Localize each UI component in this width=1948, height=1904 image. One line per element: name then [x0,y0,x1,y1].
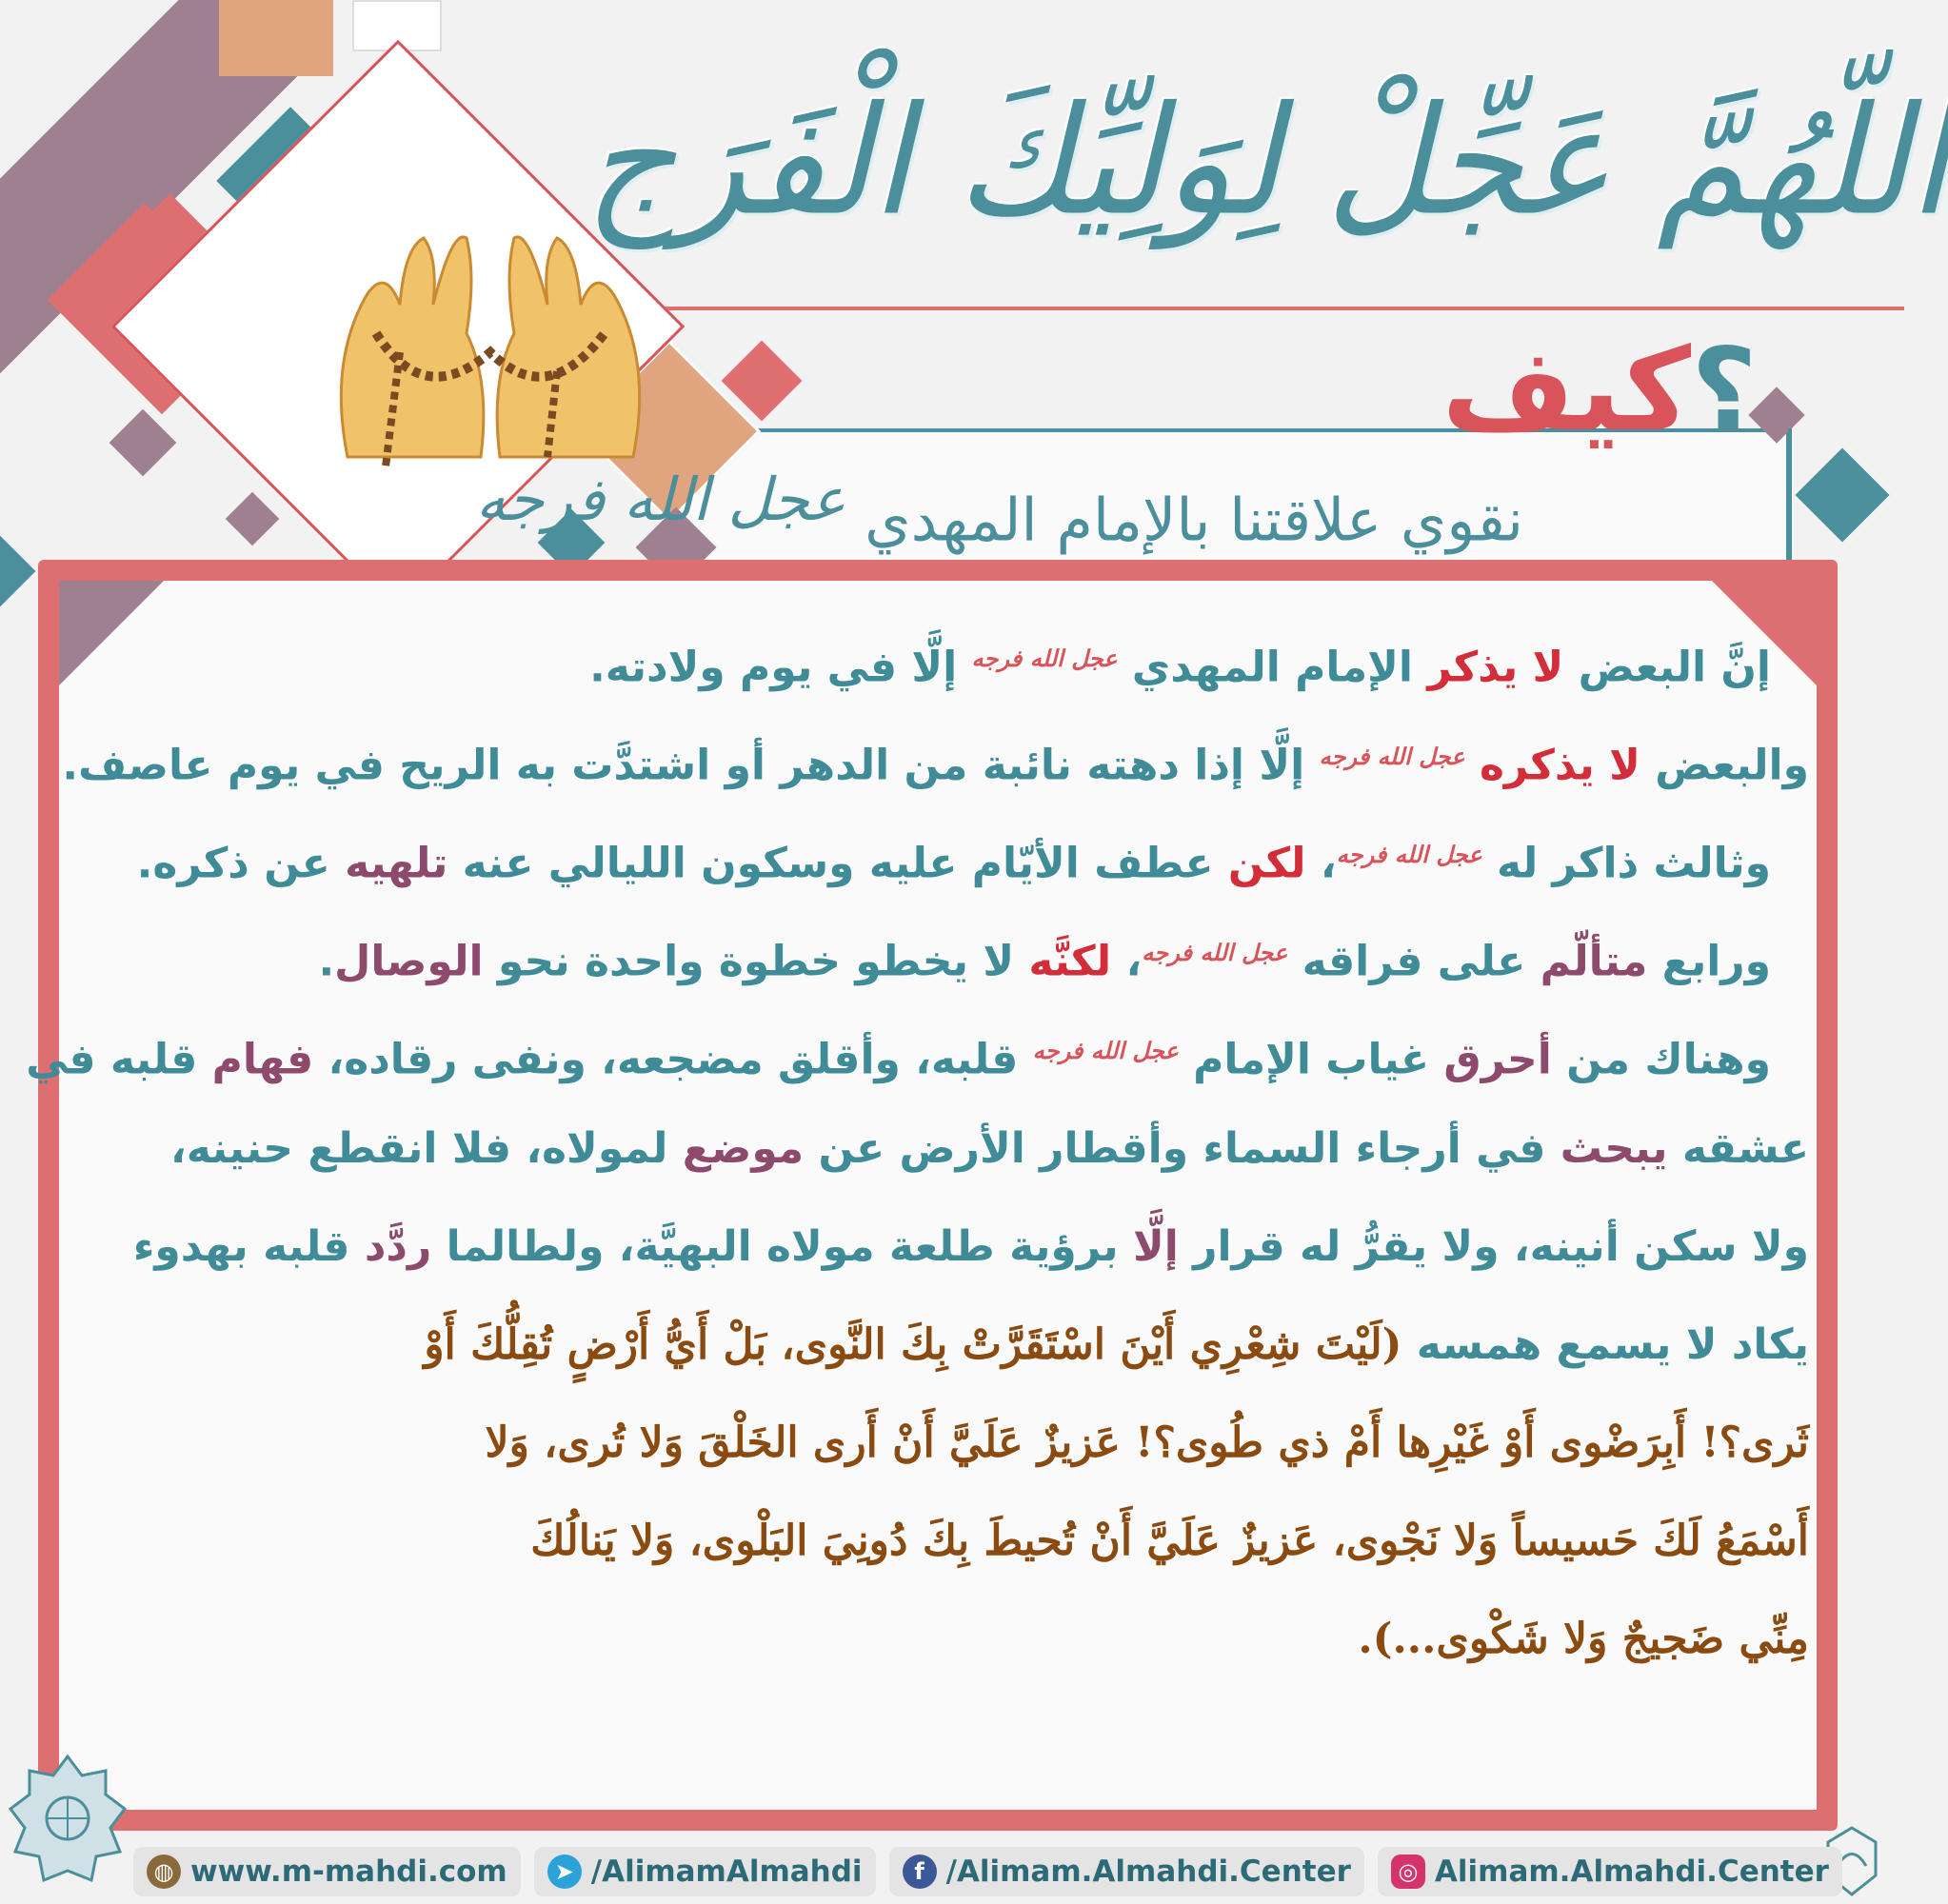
top-peach-square [219,0,333,76]
body-text [26,609,1809,1799]
plum-diamond-small-2 [226,492,280,546]
right-teal-line [1788,428,1792,581]
instagram-icon: ◎ [1391,1854,1425,1889]
footer-social-bar [133,1847,1829,1898]
instagram-link[interactable]: ◎ Alimam.Almahdi.Center [1378,1847,1842,1896]
facebook-link[interactable]: f /Alimam.Almahdi.Center [889,1847,1364,1896]
top-red-line [571,307,1904,310]
body-line-4: ورابع متألّم على فراقه $^{عجل الله فرجه}$، لكنَّه لا يخطو خطوة واحدة نحو الوصال. [318,937,1771,986]
header-calligraphy: اللّهُمَّ عَجِّلْ لِوَلِيِّكَ الْفَرَج [584,74,1948,249]
body-line-10: أَسْمَعُ لَكَ حَسيساً وَلا نَجْوى، عَزيزٌ عَلَيَّ أَنْ تُحيطَ بِكَ دُونِيَ البَلْوى، وَلا يَنالُكَ [530,1517,1809,1565]
body-line-2: والبعض لا يذكره $^{عجل الله فرجه}$ إلَّا إذا دهته نائبة من الدهر أو اشتدَّت به الريح في يوم عاصف. [62,741,1809,790]
body-line-11: مِنِّي ضَجيجٌ وَلا شَكْوى...). [1358,1615,1809,1663]
body-line-9: ثَرى؟! أَبِرَضْوى أَوْ غَيْرِها أَمْ ذي طُوى؟! عَزيزٌ عَلَيَّ أَنْ أَرى الخَلْقَ وَلا تُرى، وَلا [485,1418,1809,1467]
facebook-icon: f [903,1854,937,1889]
kayfa-heading: كيف ؟ [1441,324,1758,457]
body-line-3: وثالث ذاكر له $^{عجل الله فرجه}$، لكن عطف الأيّام عليه وسكون الليالي عنه تلهيه عن ذكره. [136,839,1771,888]
body-line-1: إنَّ البعض لا يذكر الإمام المهدي $^{عجل الله فرجه}$ إلَّا في يوم ولادته. [589,643,1771,692]
body-line-5: وهناك من أحرق غياب الإمام $^{عجل الله فرجه}$ قلبه، وأقلق مضجعه، ونفى رقاده، فهام قلبه في [26,1035,1771,1084]
globe-icon: ◍ [147,1854,181,1889]
teal-diamond-edge [0,531,35,612]
body-line-6: عشقه يبحث في أرجاء السماء وأقطار الأرض عن موضع لمولاه، فلا انقطع حنينه، [170,1124,1809,1173]
center-logo-icon [6,1752,129,1894]
honorific-mark: عجل الله فرجه [475,464,846,534]
body-line-8: يكاد لا يسمع همسه (لَيْتَ شِعْرِي أَيْنَ اسْتَقَرَّتْ بِكَ النَّوى، بَلْ أَيُّ أَرْضٍ تُقِلُّكَ أَوْ [424,1320,1809,1369]
teal-diamond-right [1796,448,1890,543]
body-line-7: ولا سكن أنينه، ولا يقرُّ له قرار إلَّا برؤية طلعة مولاه البهيَّة، ولطالما ردَّد قلبه بهدوء [132,1222,1809,1271]
telegram-link[interactable]: ➤ /AlimamAlmahdi [534,1847,876,1896]
plum-diamond-small [109,409,177,477]
telegram-icon: ➤ [547,1854,582,1889]
website-link[interactable]: ◍ www.m-mahdi.com [133,1847,521,1896]
subtitle: نقوي علاقتنا بالإمام المهدي عجل الله فرجه [475,464,1523,555]
